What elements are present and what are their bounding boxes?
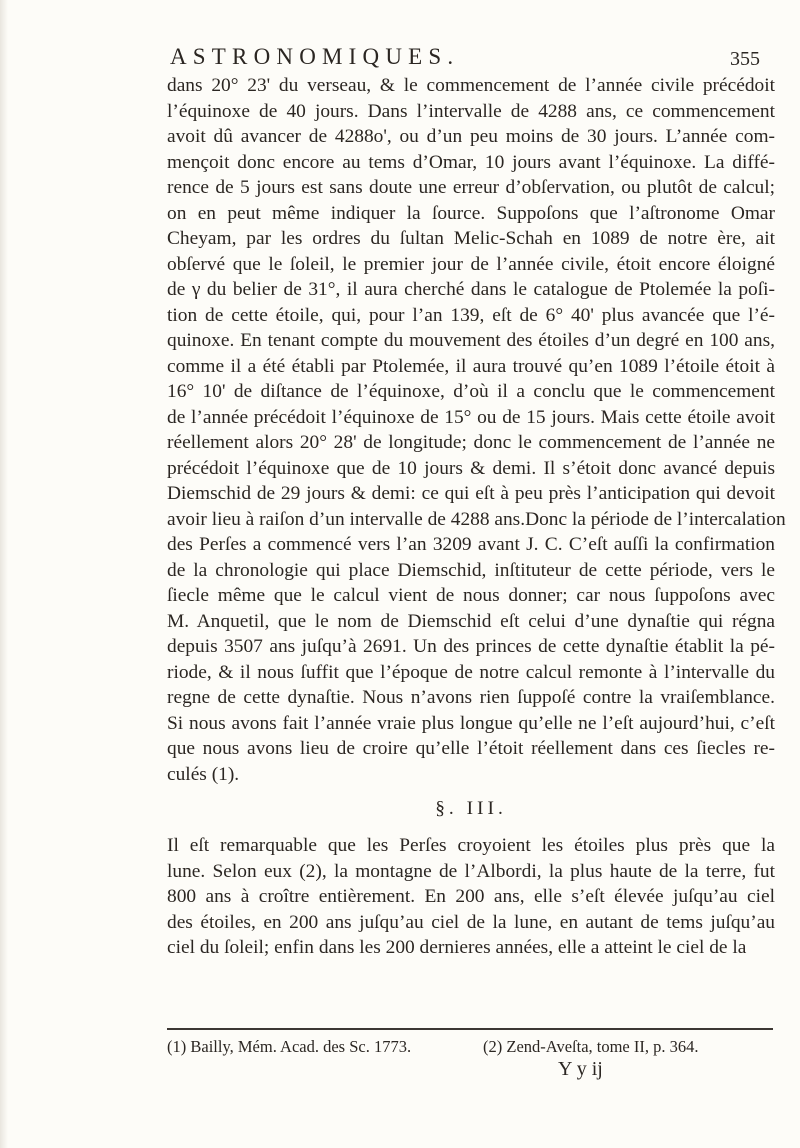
text-line: tion de cette étoile, qui, pour l’an 139, eſt de 6° 40' plus avancée que l’é- xyxy=(167,304,775,326)
text-line: ciel du ſoleil; enfin dans les 200 dernieres années, elle a atteint le ciel de la xyxy=(167,937,747,959)
text-line: réellement alors 20° 28' de longitude; donc le commencement de l’année ne xyxy=(167,432,775,453)
text-line: Il eſt remarquable que les Perſes croyoient les étoiles plus près que la xyxy=(167,835,775,856)
text-line: mençoit donc encore au tems d’Omar, 10 jours avant l’équinoxe. La diffé- xyxy=(167,151,775,173)
text-line: rence de 5 jours est sans doute une erreur d’obſervation, ou plutôt de calcul; xyxy=(167,177,775,198)
text-line: Cheyam, par les ordres du ſultan Melic-Schah en 1089 de notre ère, ait xyxy=(167,228,775,249)
text-line: on en peut même indiquer la ſource. Suppoſons que l’aſtronome Omar xyxy=(167,202,775,224)
text-line: l’équinoxe de 40 jours. Dans l’intervalle de 4288 ans, ce commencement xyxy=(167,100,775,122)
text-line: quinoxe. En tenant compte du mouvement des étoiles d’un degré en 100 ans, xyxy=(167,330,775,351)
page-number: 355 xyxy=(730,48,760,70)
text-line: depuis 3507 ans juſqu’à 2691. Un des princes de cette dynaſtie établit la pé- xyxy=(167,636,775,657)
text-line: ſiecle même que le calcul vient de nous donner; car nous ſuppoſons avec xyxy=(167,585,775,606)
page-gutter-shadow xyxy=(0,0,8,1148)
section-heading: §. III. xyxy=(435,798,507,819)
footnote-2: (2) Zend-Aveſta, tome II, p. 364. xyxy=(483,1037,699,1056)
text-line: 800 ans à croître entièrement. En 200 ans, elle s’eſt élevée juſqu’au ciel xyxy=(167,886,775,908)
running-head: ASTRONOMIQUES. xyxy=(170,44,460,69)
text-line: comme il a été établi par Ptolemée, il aura trouvé qu’en 1089 l’étoile étoit à xyxy=(167,355,775,377)
text-line: riode, & il nous ſuffit que l’époque de notre calcul remonte à l’intervalle du xyxy=(167,661,775,683)
text-line: lune. Selon eux (2), la montagne de l’Albordi, la plus haute de la terre, fut xyxy=(167,860,775,882)
text-line: des Perſes a commencé vers l’an 3209 avant J. C. C’eſt auſſi la confirmation xyxy=(167,534,775,555)
text-line: 16° 10' de diſtance de l’équinoxe, d’où il a conclu que le commencement xyxy=(167,381,775,402)
text-line: Diemschid de 29 jours & demi: ce qui eſt à peu près l’anticipation qui devoit xyxy=(167,483,775,504)
text-line: de l’année précédoit l’équinoxe de 15° ou de 15 jours. Mais cette étoile avoit xyxy=(167,406,775,428)
text-line: avoit dû avancer de 4288o', ou d’un peu moins de 30 jours. L’année com- xyxy=(167,126,775,147)
text-line: des étoiles, en 200 ans juſqu’au ciel de la lune, en autant de tems juſqu’au xyxy=(167,911,775,933)
text-line: de γ du belier de 31°, il aura cherché dans le catalogue de Ptolemée la poſi- xyxy=(167,279,775,300)
text-line: précédoit l’équinoxe que de 10 jours & demi. Il s’étoit donc avancé depuis xyxy=(167,457,775,479)
text-line: avoir lieu à raiſon d’un intervalle de 4288 ans.Donc la période de l’intercalation xyxy=(167,508,786,530)
footnote-rule xyxy=(167,1028,773,1030)
text-line: regne de cette dynaſtie. Nous n’avons rien ſuppoſé contre la vraiſemblance. xyxy=(167,687,775,708)
text-line: de la chronologie qui place Diemschid, inſtituteur de cette période, vers le xyxy=(167,559,775,581)
footnote-1: (1) Bailly, Mém. Acad. des Sc. 1773. xyxy=(167,1037,412,1056)
text-line: culés (1). xyxy=(167,763,240,785)
text-line: obſervé que le ſoleil, le premier jour de l’année civile, étoit encore éloigné xyxy=(167,253,775,275)
text-line: Si nous avons fait l’année vraie plus longue qu’elle ne l’eſt aujourd’hui, c’eſt xyxy=(167,712,775,734)
text-line: M. Anquetil, que le nom de Diemschid eſt celui d’une dynaſtie qui régna xyxy=(167,610,775,632)
text-line: dans 20° 23' du verseau, & le commencement de l’année civile précédoit xyxy=(167,75,775,96)
text-line: que nous avons lieu de croire qu’elle l’étoit réellement dans ces ſiecles re- xyxy=(167,738,775,759)
signature-mark: Y y ij xyxy=(558,1058,603,1080)
